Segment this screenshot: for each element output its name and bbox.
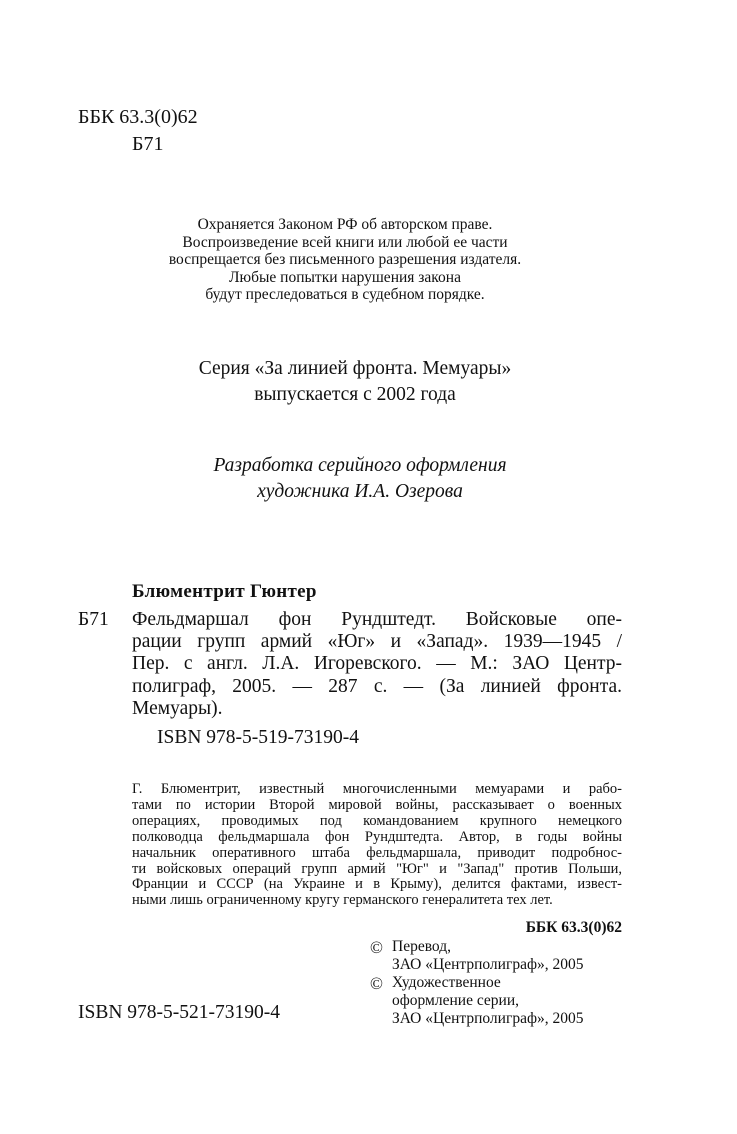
annotation-line: ти войсковых операций групп армий "Юг" и "Запад" против Польши,	[132, 860, 622, 877]
catalog-author-heading: Блюментрит Гюнтер	[132, 581, 317, 602]
annotation-line: тами по истории Второй мировой войны, рассказывает о военных	[132, 796, 622, 813]
catalog-code: Б71	[78, 609, 109, 630]
copyright-notice	[100, 216, 590, 304]
notice-line: воспрещается без письменного разрешения издателя.	[168, 251, 522, 268]
notice-line: Любые попытки нарушения закона	[229, 268, 461, 286]
copyright-icon: ©	[370, 938, 383, 957]
annotation-line: ными лишь ограниченному кругу германского генералитета тех лет.	[132, 892, 553, 909]
copyright-icon: ©	[370, 974, 383, 993]
isbn-bottom: ISBN 978-5-521-73190-4	[78, 1002, 281, 1023]
catalog-line: Фельдмаршал фон Рундштедт. Войсковые опе-	[132, 609, 622, 630]
notice-line: Воспроизведение всей книги или любой ее части	[182, 233, 508, 251]
bbk-code-right: ББК 63.3(0)62	[525, 919, 622, 936]
design-line: художника И.А. Озерова	[257, 481, 463, 502]
series-line: Серия «За линией фронта. Мемуары»	[198, 358, 512, 379]
design-credit	[100, 453, 620, 505]
design-line: Разработка серийного оформления	[213, 455, 507, 476]
author-mark: Б71	[132, 133, 164, 155]
annotation-line: Франции и СССР (на Украине и в Крыму), делится фактами, извест-	[132, 876, 622, 893]
series-line: выпускается с 2002 года	[254, 384, 456, 405]
annotation-line: Г. Блюментрит, известный многочисленными мемуарами и рабо-	[132, 781, 622, 797]
annotation-line: начальник оперативного штаба фельдмаршала, приводит подробнос-	[132, 844, 622, 861]
copyright-design: Художественное	[392, 974, 501, 991]
annotation-line: полководца фельдмаршала фон Рундштедта. Автор, в годы войны	[132, 828, 622, 845]
copyright-translation-publisher: ЗАО «Центрполиграф», 2005	[392, 956, 584, 973]
catalog-line: Мемуары).	[132, 697, 223, 719]
copyright-translation: Перевод,	[392, 938, 451, 955]
bbk-code: ББК 63.3(0)62	[78, 106, 198, 128]
copyright-design-series: оформление серии,	[392, 992, 519, 1009]
notice-line: будут преследоваться в судебном порядке.	[205, 286, 485, 303]
catalog-line: Пер. с англ. Л.А. Игоревского. — М.: ЗАО Центр-	[132, 653, 622, 675]
notice-line: Охраняется Законом РФ об авторском праве.	[197, 216, 493, 233]
catalog-line: полиграф, 2005. — 287 с. — (За линией фронта.	[132, 675, 622, 697]
catalog-isbn: ISBN 978-5-519-73190-4	[157, 727, 360, 748]
annotation	[132, 782, 622, 909]
annotation-line: операциях, проводимых под командованием крупного немецкого	[132, 812, 622, 829]
catalog-line: рации групп армий «Юг» и «Запад». 1939—1945 /	[132, 631, 622, 653]
copyright-design-publisher: ЗАО «Центрполиграф», 2005	[392, 1010, 584, 1027]
catalog-description	[132, 609, 622, 720]
series-info	[100, 356, 610, 408]
